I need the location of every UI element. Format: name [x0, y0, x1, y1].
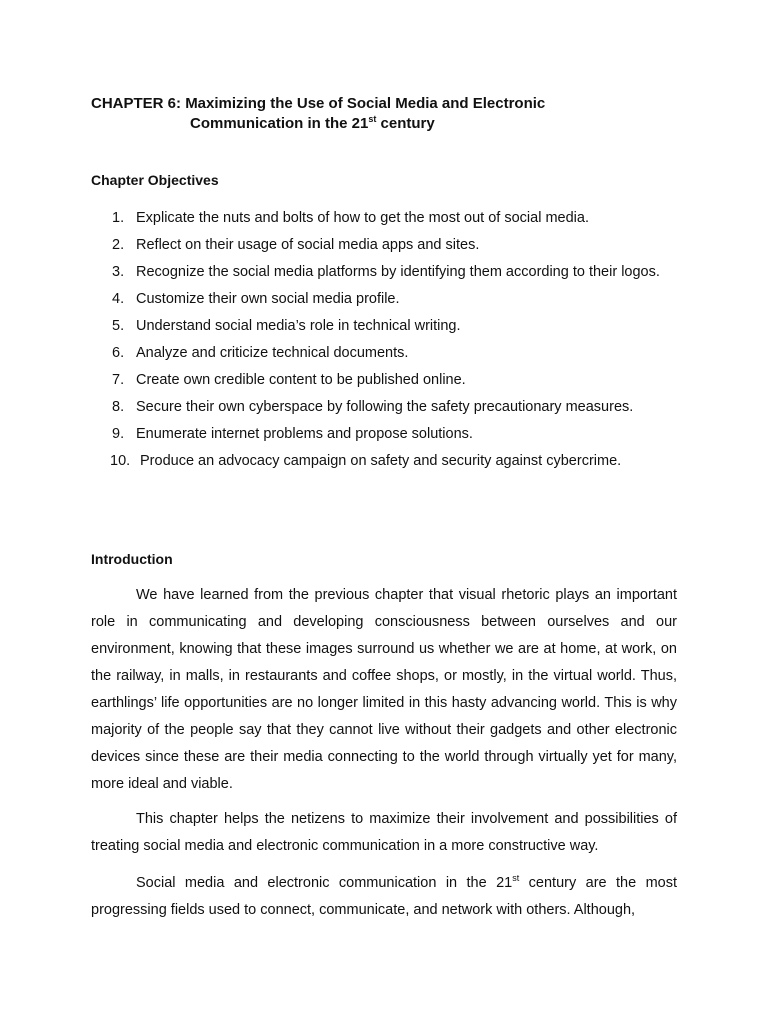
chapter-title: [91, 94, 691, 134]
intro-paragraph-3: Social media and electronic communication in the 21st century are the most progressing fields used to connect, communicate, and network with others. Although,: [91, 873, 677, 918]
objective-item: 2. Reflect on their usage of social media apps and sites.: [112, 237, 480, 253]
intro-paragraph-1: We have learned from the previous chapter that visual rhetoric plays an important role in communicating and developing consciousness between ourselves and our environment, knowing that these images surround us whether we are at home, at work, on the railway, in malls, in restaurants and coffee shops, or mostly, in the virtual world. Thus, earthlings’ life opportunities are no longer limited in this hasty advancing world. This is why majority of the people say that they cannot live without their gadgets and other electronic devices since these are their media connecting to the world through virtually yet for many, more ideal and viable.: [91, 587, 677, 792]
objective-item: 10. Produce an advocacy campaign on safety and security against cybercrime.: [110, 453, 622, 469]
objective-item: 5. Understand social media’s role in technical writing.: [112, 318, 461, 334]
objectives-heading: Chapter Objectives: [91, 172, 219, 188]
objective-item: 6. Analyze and criticize technical documents.: [112, 345, 409, 361]
introduction-heading: Introduction: [91, 551, 173, 567]
objective-item: 4. Customize their own social media profile.: [112, 291, 400, 307]
objective-item: 9. Enumerate internet problems and propose solutions.: [112, 426, 473, 442]
chapter-title-line2: Communication in the 21st century: [190, 114, 435, 132]
objective-item: 8. Secure their own cyberspace by following the safety precautionary measures.: [112, 399, 634, 415]
chapter-title-line1: CHAPTER 6: Maximizing the Use of Social Media and Electronic: [91, 95, 546, 112]
objectives-list: [91, 205, 677, 475]
objective-item: 7. Create own credible content to be published online.: [112, 372, 466, 388]
objective-item: 1. Explicate the nuts and bolts of how to get the most out of social media.: [112, 210, 589, 226]
objective-item: 3. Recognize the social media platforms by identifying them according to their logos.: [112, 264, 660, 280]
intro-paragraph-2: This chapter helps the netizens to maximize their involvement and possibilities of treating social media and electronic communication in a more constructive way.: [91, 811, 677, 854]
